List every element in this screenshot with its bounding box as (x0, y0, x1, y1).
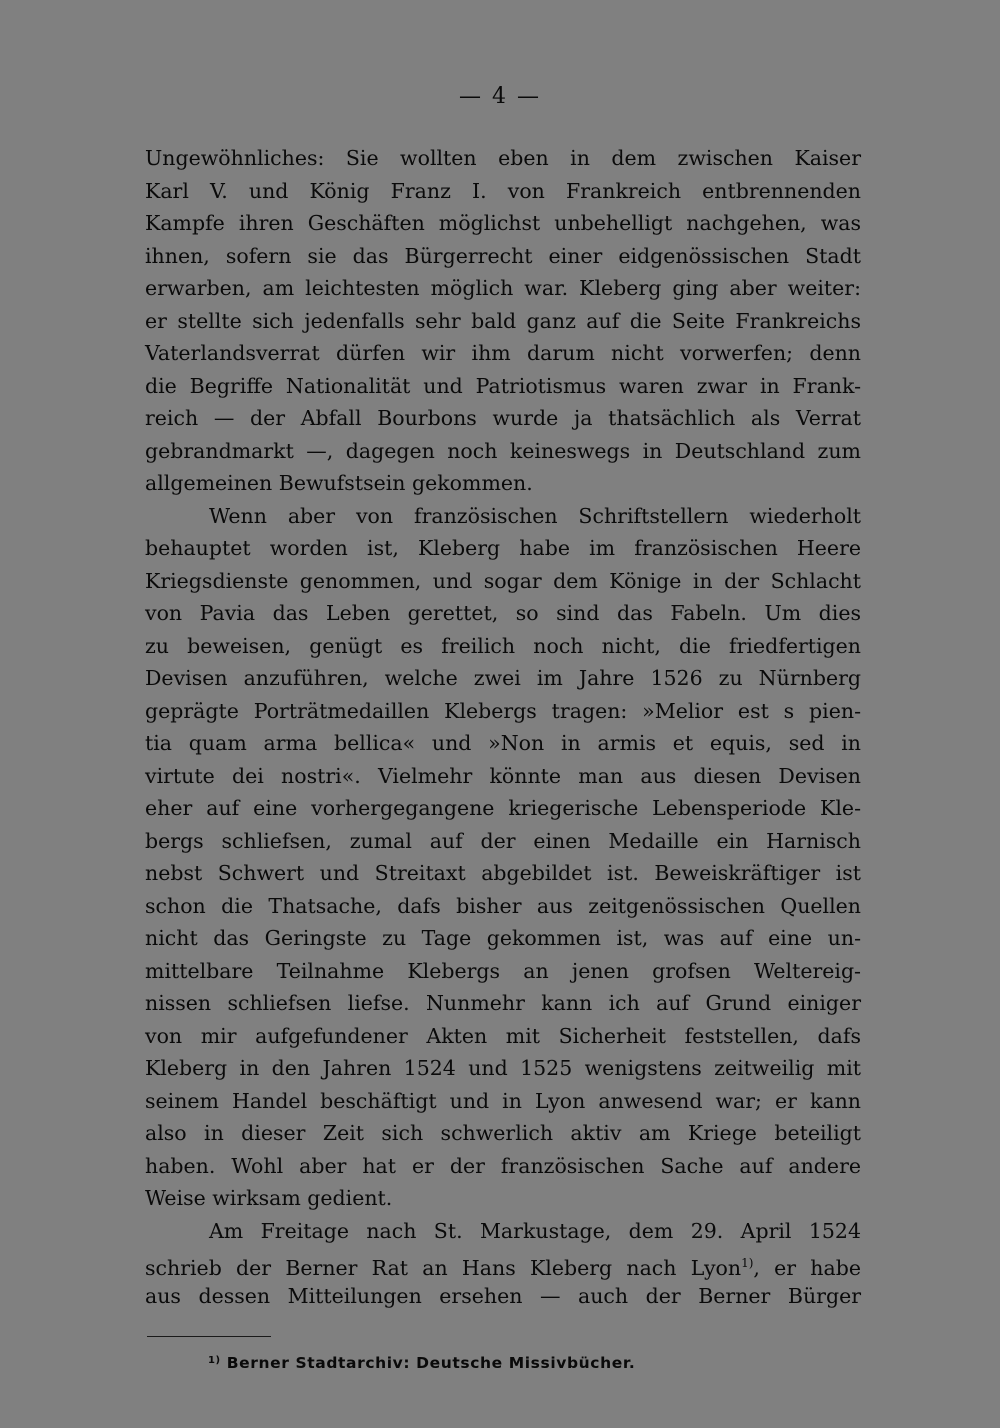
footnote-marker: 1) (208, 1355, 221, 1366)
text-line (145, 1247, 861, 1280)
text-line: Devisen anzuführen, welche zwei im Jahre 1526 zu Nürnberg (145, 666, 861, 690)
text-line-start: schrieb der Berner Rat an Hans Kleberg nach Lyon (145, 1256, 742, 1280)
text-line: nissen schliefsen liefse. Nunmehr kann ich auf Grund einiger (145, 991, 861, 1015)
text-line: Weise wirksam gedient. (145, 1186, 393, 1210)
text-line: von Pavia das Leben gerettet, so sind das Fabeln. Um dies (145, 601, 861, 625)
paragraph (145, 142, 861, 500)
text-line: geprägte Porträtmedaillen Klebergs tragen: »Melior est s pien- (145, 698, 861, 723)
text-line: reich — der Abfall Bourbons wurde ja thatsächlich als Verrat (145, 406, 861, 430)
text-line: Vaterlandsverrat dürfen wir ihm darum nicht vorwerfen; denn (145, 341, 861, 365)
text-line: virtute dei nostri«. Vielmehr könnte man aus diesen Devisen (145, 763, 861, 788)
text-line: von mir aufgefundener Akten mit Sicherheit feststellen, dafs (145, 1023, 861, 1048)
text-line: aus dessen Mitteilungen ersehen — auch der Berner Bürger (145, 1283, 861, 1308)
text-line: zu beweisen, genügt es freilich noch nicht, die friedfertigen (145, 633, 861, 658)
footnote-reference: 1) (741, 1256, 754, 1270)
text-line: mittelbare Teilnahme Klebergs an jenen grofsen Weltereig- (145, 958, 861, 983)
footnote-text: Berner Stadtarchiv: Deutsche Missivbücher. (226, 1354, 636, 1372)
text-line: Ungewöhnliches: Sie wollten eben in dem zwischen Kaiser (145, 146, 861, 170)
text-line: die Begriffe Nationalität und Patriotismus waren zwar in Frank- (145, 373, 861, 398)
text-line: Kleberg in den Jahren 1524 und 1525 wenigstens zeitweilig mit (145, 1056, 861, 1080)
text-line: schon die Thatsache, dafs bisher aus zeitgenössischen Quellen (145, 893, 861, 918)
footnote (208, 1354, 635, 1372)
text-line: nebst Schwert und Streitaxt abgebildet ist. Beweiskräftiger ist (145, 861, 861, 885)
text-line: ihnen, sofern sie das Bürgerrecht einer eidgenössischen Stadt (145, 243, 861, 268)
text-line: Kampfe ihren Geschäften möglichst unbehelligt nachgehen, was (145, 211, 861, 235)
text-line: Karl V. und König Franz I. von Frankreich entbrennenden (145, 178, 861, 203)
text-line: behauptet worden ist, Kleberg habe im französischen Heere (145, 536, 861, 560)
text-line: bergs schliefsen, zumal auf der einen Medaille ein Harnisch (145, 828, 861, 853)
text-line: Wenn aber von französischen Schriftstellern wiederholt (209, 503, 861, 528)
text-line: nicht das Geringste zu Tage gekommen ist, was auf eine un- (145, 926, 861, 950)
text-line: haben. Wohl aber hat er der französischen Sache auf andere (145, 1153, 861, 1178)
text-line: seinem Handel beschäftigt und in Lyon anwesend war; er kann (145, 1088, 861, 1113)
text-line: allgemeinen Bewufstsein gekommen. (145, 471, 533, 495)
page-number: — 4 — (459, 84, 541, 109)
body-text (145, 142, 861, 1312)
text-line-end: , er habe (753, 1256, 861, 1280)
text-line: er stellte sich jedenfalls sehr bald ganz auf die Seite Frankreichs (145, 308, 861, 333)
footnote-divider (147, 1336, 271, 1337)
text-line: Am Freitage nach St. Markustage, dem 29. April 1524 (209, 1218, 861, 1243)
text-line: eher auf eine vorhergegangene kriegerische Lebensperiode Kle- (145, 796, 861, 820)
text-line: tia quam arma bellica« und »Non in armis et equis, sed in (145, 731, 861, 755)
text-line: Kriegsdienste genommen, und sogar dem Könige in der Schlacht (145, 568, 861, 593)
text-line: also in dieser Zeit sich schwerlich aktiv am Kriege beteiligt (145, 1121, 861, 1145)
paragraph (145, 500, 861, 1215)
text-line: erwarben, am leichtesten möglich war. Kleberg ging aber weiter: (145, 276, 861, 300)
paragraph (145, 1215, 861, 1313)
text-line: gebrandmarkt —, dagegen noch keineswegs in Deutschland zum (145, 438, 861, 463)
